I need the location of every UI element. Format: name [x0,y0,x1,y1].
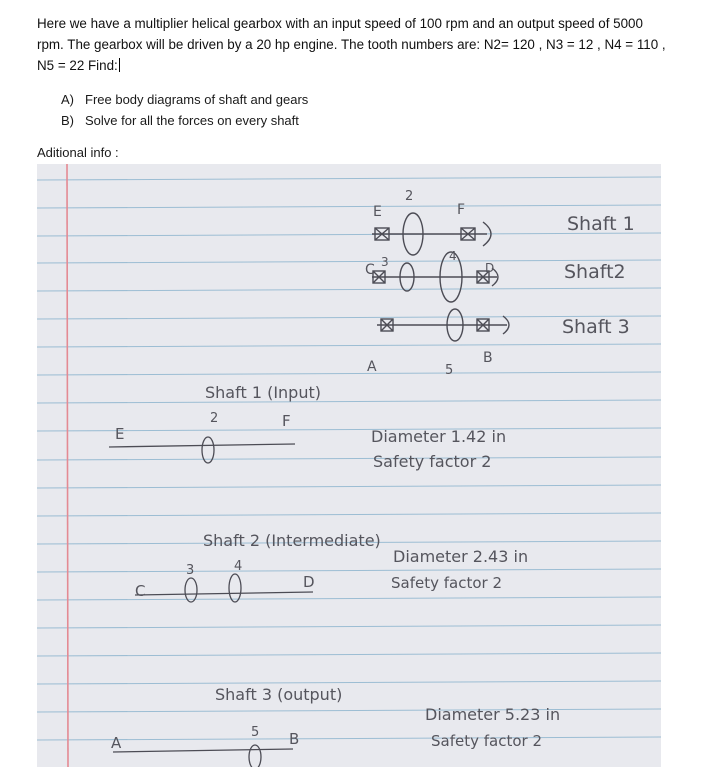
label-gear5-top: 5 [445,363,454,378]
additional-info-label: Aditional info : [37,145,119,160]
label-a-top: A [367,359,377,375]
label-gear2-top: 2 [405,189,414,204]
shaft2-title: Shaft 2 (Intermediate) [203,531,381,550]
shaft2-safety-factor: Safety factor 2 [391,574,503,592]
task-list [61,89,308,131]
shaft3-title: Shaft 3 (output) [215,685,343,704]
shaft1-diameter: Diameter 1.42 in [371,427,507,446]
label-c-top: C [365,262,375,278]
shaft3-safety-factor: Safety factor 2 [431,732,543,750]
shaft2-gear-4-number: 4 [234,559,243,574]
shaft3-label: Shaft 3 [562,316,630,338]
label-gear3-top: 3 [381,255,389,269]
shaft1-right-support: F [282,412,291,430]
label-e-top: E [373,204,382,220]
shaft3-left-support: A [111,734,122,752]
label-gear4-top: 4 [449,249,457,263]
shaft3-diameter: Diameter 5.23 in [425,705,561,724]
text-cursor [119,58,120,72]
shaft1-safety-factor: Safety factor 2 [373,452,492,471]
shaft2-left-support: C [135,582,146,600]
list-item [61,89,308,110]
list-item-text: Free body diagrams of shaft and gears [85,92,309,107]
shaft2-label: Shaft2 [564,261,626,283]
statement-text: Here we have a multiplier helical gearbox with an input speed of 100 rpm and an output speed of 5000 rpm. The gearbox will be driven by a 20 hp engine. The tooth numbers are: N2= 120 , N3 = 12 , N4 = 110 , N5 = 22 Find: [37,16,666,73]
shaft2-gear-3-number: 3 [186,563,195,578]
shaft1-left-support: E [115,425,125,443]
list-item [61,110,308,131]
shaft3-gear-number: 5 [251,725,260,740]
shaft2-right-support: D [303,573,315,591]
shaft1-label: Shaft 1 [567,213,635,235]
notebook-sketch [37,164,661,767]
shaft3-right-support: B [289,730,300,748]
handwritten-notes-photo [37,164,661,767]
shaft1-gear-number: 2 [210,411,219,426]
label-d-top: D [485,261,495,275]
label-f-top: F [457,202,466,218]
list-marker: B) [61,113,74,128]
margin-line [67,164,68,767]
shaft1-title: Shaft 1 (Input) [205,383,321,402]
problem-statement[interactable] [37,13,667,76]
list-marker: A) [61,92,74,107]
list-item-text: Solve for all the forces on every shaft [85,113,299,128]
shaft2-diameter: Diameter 2.43 in [393,547,529,566]
label-b-top: B [483,350,493,366]
